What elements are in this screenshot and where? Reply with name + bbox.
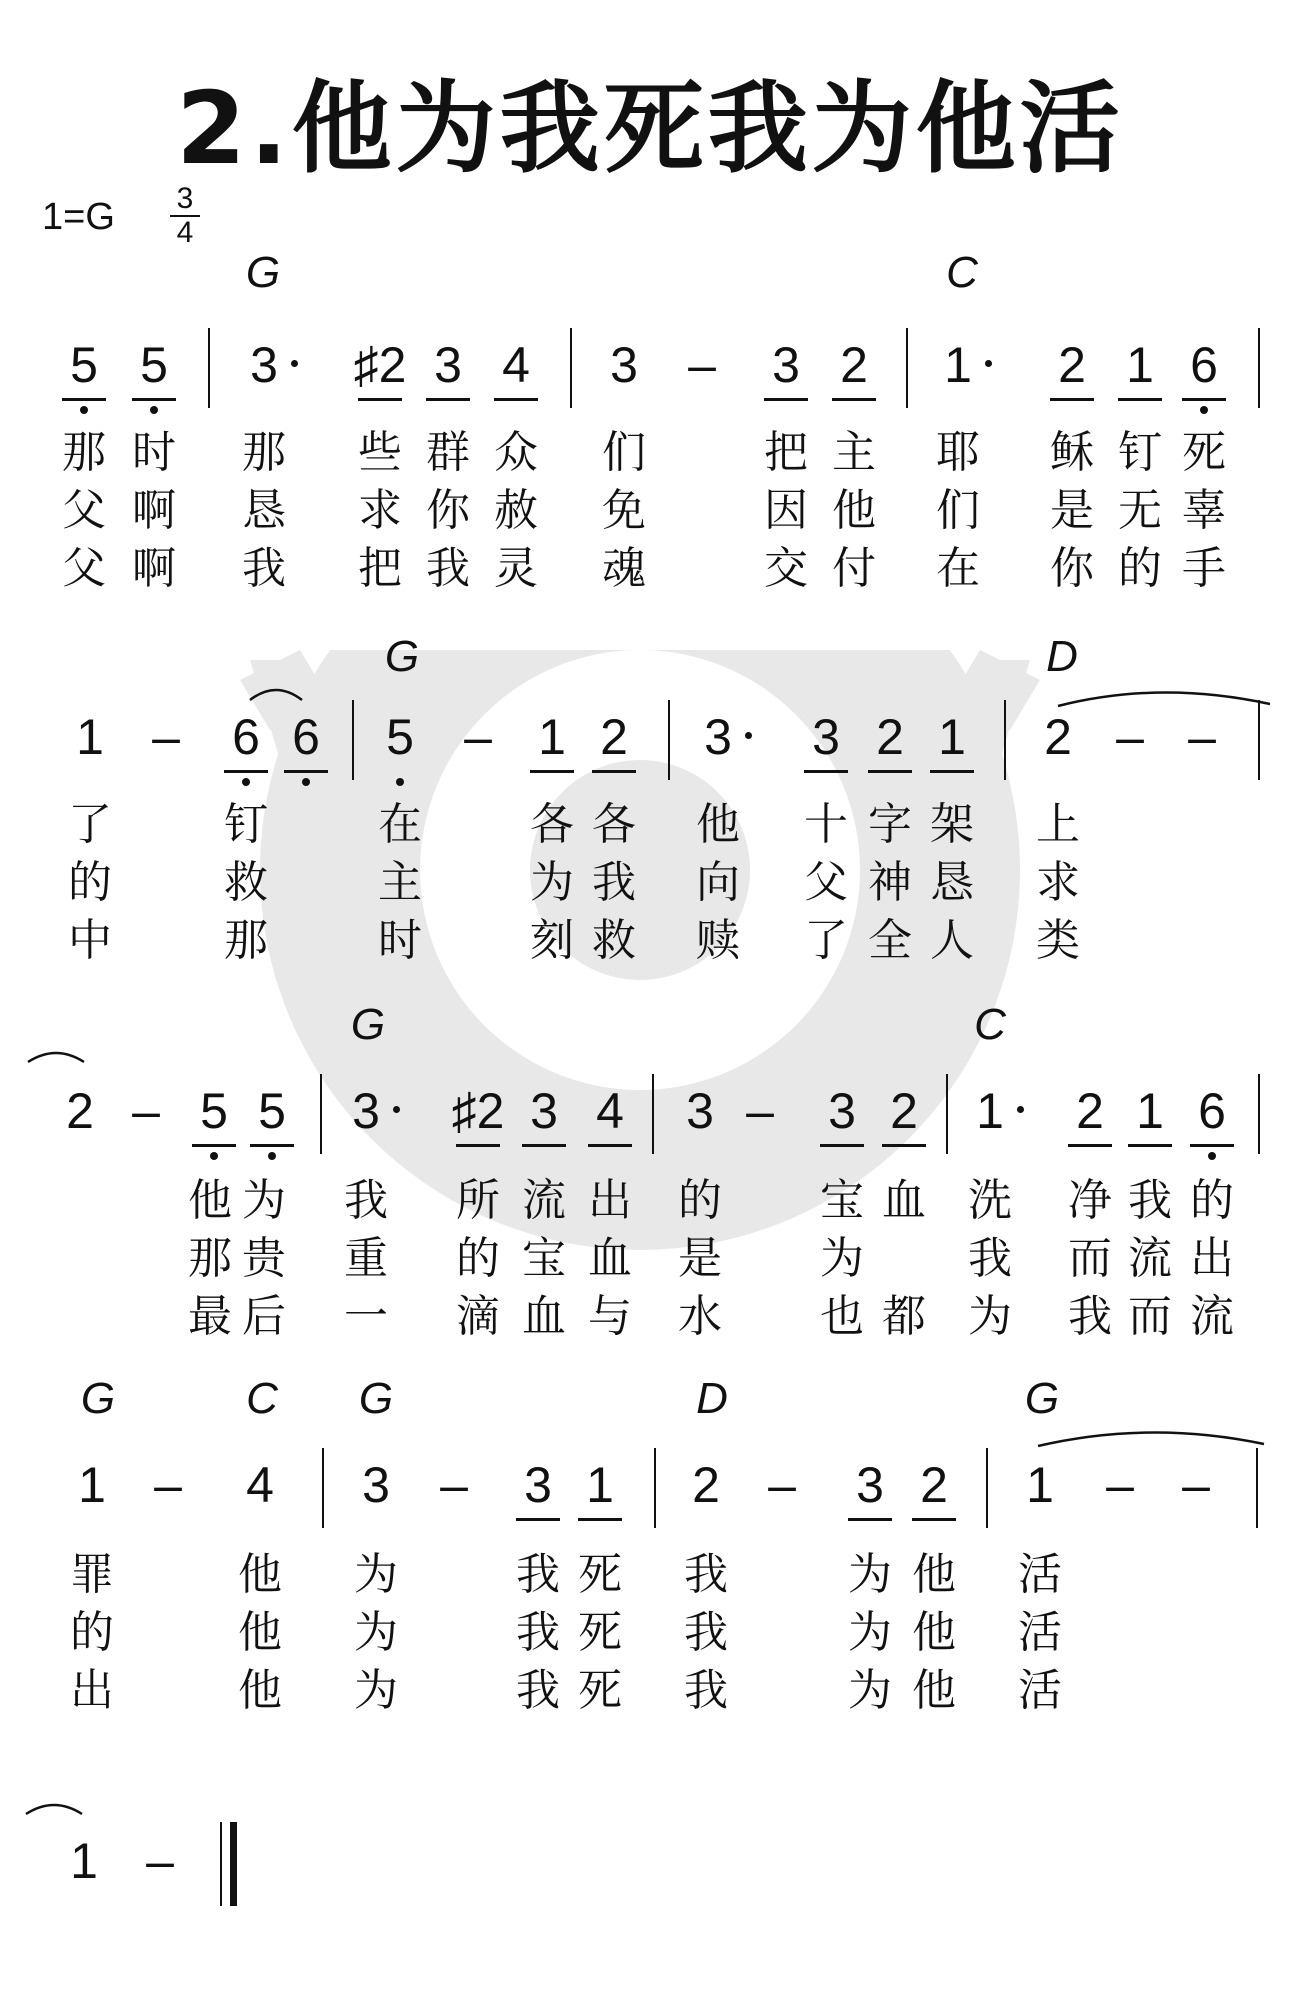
lyric: 水 <box>678 1291 722 1342</box>
lyric: 重 <box>344 1233 388 1284</box>
chord: G <box>1024 1374 1060 1423</box>
dash: – <box>768 1457 796 1513</box>
note: 3 <box>610 337 638 393</box>
lyric: 啊 <box>132 485 176 536</box>
note: 1 <box>1110 336 1170 394</box>
lyric: 洗 <box>968 1175 1012 1226</box>
lyric: 我 <box>968 1233 1012 1284</box>
note: 3 <box>796 708 856 766</box>
lyric: 啊 <box>132 543 176 594</box>
lyric: 求 <box>358 485 402 536</box>
note: ♯2 <box>448 1082 508 1140</box>
note: 3 <box>756 336 816 394</box>
note: 2 <box>1044 709 1072 765</box>
lyric: 的 <box>70 1607 114 1658</box>
lyric: 手 <box>1182 543 1226 594</box>
lyric: 流 <box>1128 1233 1172 1284</box>
lyric: 免 <box>602 485 646 536</box>
note: 1 <box>570 1456 630 1514</box>
note: 1 <box>76 709 104 765</box>
lyric: 流 <box>1190 1291 1234 1342</box>
lyric: 我 <box>1128 1175 1172 1226</box>
dash: – <box>146 1833 174 1889</box>
lyric: 你 <box>426 485 470 536</box>
lyric: 他 <box>188 1175 232 1226</box>
note: 2 <box>860 708 920 766</box>
lyric: 赎 <box>696 915 740 966</box>
lyric: 出 <box>70 1665 114 1716</box>
chord: C <box>246 1374 278 1423</box>
note: 1 <box>522 708 582 766</box>
lyric: 我 <box>242 543 286 594</box>
note: 6 <box>1174 336 1234 394</box>
tie-mark-row-5 <box>0 1790 300 1830</box>
dash: – <box>1106 1457 1134 1513</box>
lyric: 向 <box>696 857 740 908</box>
lyric: 为 <box>242 1175 286 1226</box>
note: 3 <box>686 1083 714 1139</box>
note: 3 <box>336 1082 396 1140</box>
dash: – <box>464 709 492 765</box>
lyric: 罪 <box>70 1549 114 1600</box>
lyric: 时 <box>378 915 422 966</box>
chord: C <box>974 1000 1006 1049</box>
note: 3 <box>362 1457 390 1513</box>
lyric: 全 <box>868 915 912 966</box>
lyric: 宝 <box>820 1175 864 1226</box>
lyric: 宝 <box>522 1233 566 1284</box>
lyric: 辜 <box>1182 485 1226 536</box>
lyric: 类 <box>1036 915 1080 966</box>
lyric: 为 <box>848 1665 892 1716</box>
lyric: 把 <box>358 543 402 594</box>
note: 1 <box>78 1457 106 1513</box>
lyric: 稣 <box>1050 427 1094 478</box>
lyric: 在 <box>378 799 422 850</box>
key-signature: 1=G <box>42 196 115 238</box>
note: 2 <box>584 708 644 766</box>
lyric: 些 <box>358 427 402 478</box>
lyric: 我 <box>684 1665 728 1716</box>
note: 6 <box>276 708 336 766</box>
lyric: 刻 <box>530 915 574 966</box>
note: 5 <box>242 1082 302 1140</box>
lyric: 为 <box>354 1607 398 1658</box>
lyric: 各 <box>530 799 574 850</box>
chord: G <box>80 1374 116 1423</box>
note: 3 <box>418 336 478 394</box>
lyric: 死 <box>578 1607 622 1658</box>
lyric: 而 <box>1068 1233 1112 1284</box>
lyric: 钉 <box>1118 427 1162 478</box>
note: 5 <box>54 336 114 394</box>
lyric: 求 <box>1036 857 1080 908</box>
lyric: 上 <box>1036 799 1080 850</box>
note: 2 <box>904 1456 964 1514</box>
lyric: 活 <box>1018 1549 1062 1600</box>
time-sig-top: 3 <box>176 182 194 215</box>
lyric: 是 <box>1050 485 1094 536</box>
lyric: 活 <box>1018 1665 1062 1716</box>
time-signature <box>168 184 202 248</box>
lyric: 救 <box>592 915 636 966</box>
lyric: 我 <box>516 1665 560 1716</box>
lyric: 群 <box>426 427 470 478</box>
lyric: 的 <box>1118 543 1162 594</box>
chord: C <box>946 248 978 297</box>
note: 1 <box>70 1833 98 1889</box>
dash: – <box>688 337 716 393</box>
lyric: 中 <box>68 915 112 966</box>
note: 4 <box>580 1082 640 1140</box>
note: 1 <box>922 708 982 766</box>
lyric: 死 <box>1182 427 1226 478</box>
note: 5 <box>124 336 184 394</box>
lyric: 我 <box>684 1549 728 1600</box>
dash: – <box>1182 1457 1210 1513</box>
tie-mark-row-4 <box>0 1400 1300 1460</box>
note: 2 <box>1060 1082 1120 1140</box>
lyric: 救 <box>224 857 268 908</box>
lyric: 父 <box>62 543 106 594</box>
time-sig-bottom: 4 <box>176 216 194 249</box>
lyric: 了 <box>804 915 848 966</box>
lyric: 为 <box>354 1665 398 1716</box>
lyric: 我 <box>592 857 636 908</box>
lyric: 而 <box>1128 1291 1172 1342</box>
lyric: 那 <box>62 427 106 478</box>
lyric: 为 <box>848 1607 892 1658</box>
lyric: 是 <box>678 1233 722 1284</box>
lyric: 人 <box>930 915 974 966</box>
lyric: 灵 <box>494 543 538 594</box>
lyric: 为 <box>530 857 574 908</box>
lyric: 那 <box>188 1233 232 1284</box>
note: 2 <box>692 1457 720 1513</box>
lyric: 出 <box>588 1175 632 1226</box>
lyric: 我 <box>344 1175 388 1226</box>
lyric: 们 <box>936 485 980 536</box>
lyric: 我 <box>426 543 470 594</box>
lyric: 最 <box>188 1291 232 1342</box>
chord: D <box>1046 632 1078 681</box>
note: 4 <box>246 1457 274 1513</box>
lyric: 各 <box>592 799 636 850</box>
lyric: 那 <box>242 427 286 478</box>
lyric: 滴 <box>456 1291 500 1342</box>
lyric: 为 <box>848 1549 892 1600</box>
chord: D <box>696 1374 728 1423</box>
note: 6 <box>216 708 276 766</box>
lyric: 众 <box>494 427 538 478</box>
lyric: 了 <box>68 799 112 850</box>
lyric: 十 <box>804 799 848 850</box>
dash: – <box>440 1457 468 1513</box>
lyric: 的 <box>678 1175 722 1226</box>
dash: – <box>1116 709 1144 765</box>
note: 5 <box>184 1082 244 1140</box>
note: 1 <box>928 336 988 394</box>
lyric: 出 <box>1190 1233 1234 1284</box>
chord: G <box>245 248 281 297</box>
lyric: 字 <box>868 799 912 850</box>
lyric: 们 <box>602 427 646 478</box>
lyric: 他 <box>238 1607 282 1658</box>
note: 2 <box>874 1082 934 1140</box>
lyric: 魂 <box>602 543 646 594</box>
note: 3 <box>688 708 748 766</box>
note: 6 <box>1182 1082 1242 1140</box>
chord: G <box>358 1374 394 1423</box>
dash: – <box>1188 709 1216 765</box>
note: 3 <box>840 1456 900 1514</box>
lyric: 恳 <box>242 485 286 536</box>
note: 2 <box>1042 336 1102 394</box>
lyric: 活 <box>1018 1607 1062 1658</box>
lyric: 因 <box>764 485 808 536</box>
note: 2 <box>66 1083 94 1139</box>
lyric: 为 <box>820 1233 864 1284</box>
lyric: 所 <box>456 1175 500 1226</box>
lyric: 付 <box>832 543 876 594</box>
lyric: 我 <box>516 1607 560 1658</box>
lyric: 无 <box>1118 485 1162 536</box>
lyric: 血 <box>522 1291 566 1342</box>
lyric: 血 <box>588 1233 632 1284</box>
note: 1 <box>1120 1082 1180 1140</box>
song-title: 2.他为我死我为他活 <box>176 70 1124 187</box>
lyric: 他 <box>696 799 740 850</box>
lyric: 一 <box>344 1291 388 1342</box>
note: 3 <box>234 336 294 394</box>
lyric: 贵 <box>242 1233 286 1284</box>
lyric: 架 <box>930 799 974 850</box>
note: 3 <box>812 1082 872 1140</box>
tie-mark-row-3 <box>0 1040 300 1080</box>
note: 3 <box>514 1082 574 1140</box>
lyric: 为 <box>354 1549 398 1600</box>
lyric: 他 <box>832 485 876 536</box>
lyric: 与 <box>588 1291 632 1342</box>
note: 4 <box>486 336 546 394</box>
note: 2 <box>824 336 884 394</box>
note: ♯2 <box>350 336 410 394</box>
lyric: 时 <box>132 427 176 478</box>
lyric: 我 <box>684 1607 728 1658</box>
lyric: 你 <box>1050 543 1094 594</box>
lyric: 的 <box>68 857 112 908</box>
lyric: 他 <box>912 1549 956 1600</box>
dash: – <box>154 1457 182 1513</box>
lyric: 在 <box>936 543 980 594</box>
lyric: 他 <box>238 1665 282 1716</box>
lyric: 我 <box>516 1549 560 1600</box>
note: 1 <box>1026 1457 1054 1513</box>
lyric: 赦 <box>494 485 538 536</box>
lyric: 也 <box>820 1291 864 1342</box>
lyric: 我 <box>1068 1291 1112 1342</box>
dash: – <box>132 1083 160 1139</box>
lyric: 血 <box>882 1175 926 1226</box>
chord: G <box>350 1000 386 1049</box>
lyric: 那 <box>224 915 268 966</box>
lyric: 他 <box>912 1665 956 1716</box>
lyric: 钉 <box>224 799 268 850</box>
lyric: 父 <box>804 857 848 908</box>
lyric: 交 <box>764 543 808 594</box>
note: 3 <box>508 1456 568 1514</box>
note: 5 <box>370 708 430 766</box>
lyric: 主 <box>832 427 876 478</box>
lyric: 父 <box>62 485 106 536</box>
lyric: 流 <box>522 1175 566 1226</box>
lyric: 他 <box>912 1607 956 1658</box>
lyric: 耶 <box>936 427 980 478</box>
lyric: 主 <box>378 857 422 908</box>
lyric: 的 <box>456 1233 500 1284</box>
lyric: 恳 <box>930 857 974 908</box>
lyric: 死 <box>578 1665 622 1716</box>
chord: G <box>384 632 420 681</box>
lyric: 都 <box>882 1291 926 1342</box>
lyric: 他 <box>238 1549 282 1600</box>
note: 1 <box>960 1082 1020 1140</box>
lyric: 神 <box>868 857 912 908</box>
lyric: 的 <box>1190 1175 1234 1226</box>
lyric: 为 <box>968 1291 1012 1342</box>
lyric: 后 <box>242 1291 286 1342</box>
dash: – <box>746 1083 774 1139</box>
dash: – <box>152 709 180 765</box>
lyric: 净 <box>1068 1175 1112 1226</box>
lyric: 死 <box>578 1549 622 1600</box>
lyric: 把 <box>764 427 808 478</box>
